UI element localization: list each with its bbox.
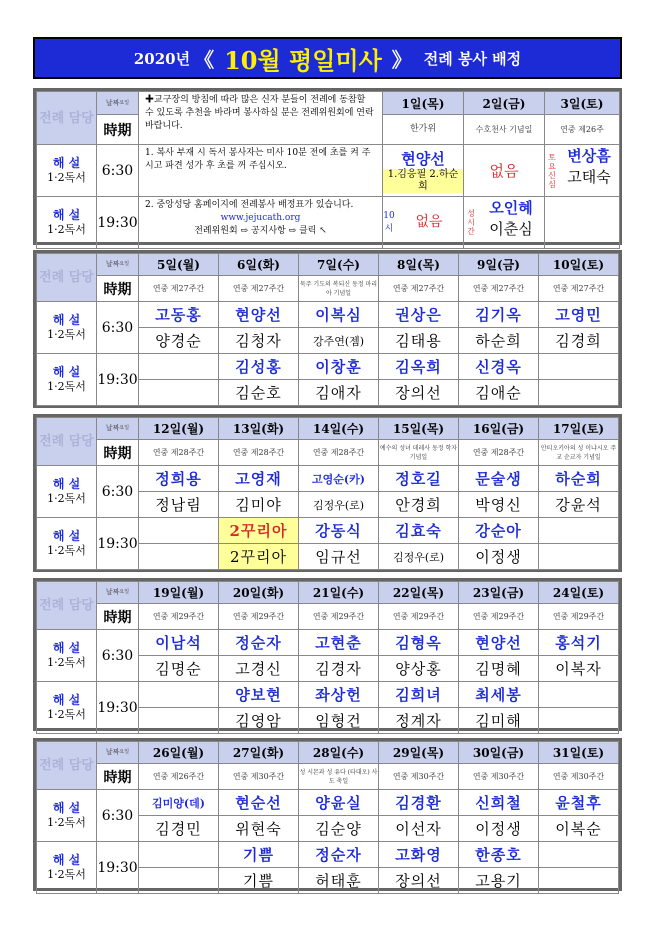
reader-name (139, 708, 219, 734)
reader-name: 안경희 (379, 492, 459, 518)
commentator-name (139, 842, 219, 868)
commentator-name: 김형옥 (379, 630, 459, 656)
day-sub: 안티오키아의 성 이냐시오 주교 순교자 기념일 (539, 440, 619, 466)
week-3-table (33, 414, 622, 572)
day-sub: 연중 제29주간 (139, 604, 219, 630)
day-header: 24일(토) (539, 582, 619, 604)
day-sub: 연중 제29주간 (219, 604, 299, 630)
day-header: 13일(화) (219, 418, 299, 440)
day-header: 10일(토) (539, 254, 619, 276)
commentator-name (539, 354, 619, 380)
day-sub: 연중 제27주간 (539, 276, 619, 302)
reader-name (139, 868, 219, 894)
reader-name: 고경신 (219, 656, 299, 682)
day-header: 16일(금) (459, 418, 539, 440)
day-sub: 연중 제30주간 (539, 764, 619, 790)
time-1930: 19:30 (97, 354, 139, 406)
day-sub: 성 시몬과 성 유다 (타대오) 사도 축일 (299, 764, 379, 790)
commentator-name: 이복심 (299, 302, 379, 328)
reader-name: 김애순 (459, 380, 539, 406)
day-header: 1일(목) (383, 92, 464, 115)
reader-name: 김애자 (299, 380, 379, 406)
commentator-name (539, 518, 619, 544)
commentator-name: 윤철후 (539, 790, 619, 816)
commentator-name: 기쁨 (219, 842, 299, 868)
role-label: 해 설 1·2독서 (37, 630, 97, 682)
title-suffix: 전례 봉사 배정 (423, 49, 522, 68)
day-sub: 연중 제28주간 (219, 440, 299, 466)
day-header: 29일(목) (379, 742, 459, 764)
day-sub: 연중 제30주간 (459, 764, 539, 790)
day-header: 9일(금) (459, 254, 539, 276)
day-header: 3일(토) (545, 92, 620, 115)
day-sub: 예수의 성녀 데레사 동정 학자 기념일 (379, 440, 459, 466)
role-label: 해 설 1·2독서 (37, 197, 97, 249)
time-1930: 19:30 (97, 682, 139, 734)
sunday-label: 날짜$^{요일}$ (97, 92, 139, 115)
reader-name: 김명순 (139, 656, 219, 682)
commentator-name: 2꾸리아 (219, 518, 299, 544)
assignment-cell (383, 145, 464, 197)
title-year: 2020년 (133, 49, 191, 68)
day-header: 5일(월) (139, 254, 219, 276)
time-630: 6:30 (97, 630, 139, 682)
reader-name (539, 544, 619, 570)
assignment-cell: 성 시 간 오인혜 이춘심 (464, 197, 545, 249)
notice-text-2: 1. 복사 부재 시 독서 봉사자는 미사 10분 전에 초를 켜 주시고 파견 성가 후 초를 꺼 주십시오. (139, 145, 383, 197)
lector-name: 오인혜 (489, 199, 533, 217)
reader-name: 이정생 (459, 544, 539, 570)
commentator-name: 강순아 (459, 518, 539, 544)
week-5-table (33, 738, 622, 891)
notice-text-1: ✚교구장의 방침에 따라 많은 신자 분들이 전례에 동참할 수 있도록 추천을 바라며 봉사하실 분은 전례위원회에 연락바랍니다. (139, 92, 383, 145)
reader-name: 고용기 (459, 868, 539, 894)
reader-name: 김미야 (219, 492, 299, 518)
commentator-name (139, 354, 219, 380)
day-sub: 연중 제28주간 (459, 440, 539, 466)
commentator-name: 현양선 (219, 302, 299, 328)
commentator-name: 하순희 (539, 466, 619, 492)
reader-name: 정남림 (139, 492, 219, 518)
jeonrye-label: 전례 담당 (37, 254, 97, 302)
reader-name: 김미해 (459, 708, 539, 734)
role-label: 해 설 1·2독서 (37, 145, 97, 197)
day-sub: 한가위 (383, 115, 464, 145)
day-sub: 연중 제26주 (545, 115, 620, 145)
day-header: 21일(수) (299, 582, 379, 604)
day-sub: 수호천사 기념일 (464, 115, 545, 145)
day-sub: 연중 제30주간 (219, 764, 299, 790)
day-header: 28일(수) (299, 742, 379, 764)
commentator-name: 현순선 (219, 790, 299, 816)
title-month: 10월 평일미사 (224, 45, 382, 75)
commentator-name: 정순자 (299, 842, 379, 868)
jeonrye-label: 전례 담당 (37, 582, 97, 630)
commentator-name: 이남석 (139, 630, 219, 656)
reader-name: 강윤석 (539, 492, 619, 518)
assignment-cell: 없음 (464, 145, 545, 197)
day-header: 14일(수) (299, 418, 379, 440)
title-close: 》 (391, 47, 412, 72)
commentator-name: 정호길 (379, 466, 459, 492)
time-label: 時期 (97, 604, 139, 630)
commentator-name (139, 682, 219, 708)
time-label: 時期 (97, 440, 139, 466)
reader-name (539, 868, 619, 894)
day-sub: 연중 제29주간 (539, 604, 619, 630)
sunday-label: 날짜$^{요일}$ (97, 254, 139, 276)
day-sub: 연중 제27주간 (139, 276, 219, 302)
commentator-name: 문술생 (459, 466, 539, 492)
reader-name: 이정생 (459, 816, 539, 842)
time-1930: 19:30 (97, 518, 139, 570)
day-sub: 묵주 기도의 복되신 동정 마리아 기념일 (299, 276, 379, 302)
week-4-table (33, 578, 622, 731)
time-630: 6:30 (97, 302, 139, 354)
commentator-name (539, 842, 619, 868)
time-630: 6:30 (97, 145, 139, 197)
day-sub: 연중 제29주간 (379, 604, 459, 630)
reader-name: 이복자 (539, 656, 619, 682)
day-header: 22일(목) (379, 582, 459, 604)
reader-name: 하순희 (459, 328, 539, 354)
day-sub: 연중 제26주간 (139, 764, 219, 790)
day-sub: 연중 제30주간 (379, 764, 459, 790)
reader-name: 임규선 (299, 544, 379, 570)
reader-name: 김경자 (299, 656, 379, 682)
reader-name: 이선자 (379, 816, 459, 842)
commentator-name: 강동식 (299, 518, 379, 544)
commentator-name: 김옥희 (379, 354, 459, 380)
reader-name: 김정우(로) (299, 492, 379, 518)
commentator-name: 신희철 (459, 790, 539, 816)
reader-name: 양경순 (139, 328, 219, 354)
role-label: 해 설 1·2독서 (37, 842, 97, 894)
week-1-table (33, 88, 622, 245)
reader-name: 김순호 (219, 380, 299, 406)
commentator-name: 이창훈 (299, 354, 379, 380)
lector-name: 고태숙 (567, 168, 611, 186)
reader-name: 장의선 (379, 380, 459, 406)
day-header: 26일(월) (139, 742, 219, 764)
reader-name: 기쁨 (219, 868, 299, 894)
lector-name: 1.김응필 2.하순희 (383, 169, 463, 193)
day-header: 17일(토) (539, 418, 619, 440)
commentator-name: 고동홍 (139, 302, 219, 328)
day-header: 6일(화) (219, 254, 299, 276)
reader-name: 허태훈 (299, 868, 379, 894)
commentator-name: 김희녀 (379, 682, 459, 708)
reader-name: 김순양 (299, 816, 379, 842)
commentator-name: 정순자 (219, 630, 299, 656)
sunday-label: 날짜$^{요일}$ (97, 742, 139, 764)
reader-name: 김영암 (219, 708, 299, 734)
day-header: 7일(수) (299, 254, 379, 276)
commentator-name: 최세봉 (459, 682, 539, 708)
reader-name: 김경민 (139, 816, 219, 842)
time-label: 時期 (97, 276, 139, 302)
time-630: 6:30 (97, 790, 139, 842)
commentator-name: 정희용 (139, 466, 219, 492)
day-sub: 연중 제27주간 (379, 276, 459, 302)
reader-name: 임형건 (299, 708, 379, 734)
role-label: 해 설 1·2독서 (37, 466, 97, 518)
commentator-name: 고영재 (219, 466, 299, 492)
role-label: 해 설 1·2독서 (37, 790, 97, 842)
commentator-name: 신경옥 (459, 354, 539, 380)
day-header: 12일(월) (139, 418, 219, 440)
sunday-label: 날짜$^{요일}$ (97, 582, 139, 604)
reader-name (539, 708, 619, 734)
commentator-name: 고영순(카) (299, 466, 379, 492)
day-header: 30일(금) (459, 742, 539, 764)
commentator-name: 양보현 (219, 682, 299, 708)
day-sub: 연중 제27주간 (459, 276, 539, 302)
reader-name: 2꾸리아 (219, 544, 299, 570)
commentator-name: 고영민 (539, 302, 619, 328)
commentator-name: 김효숙 (379, 518, 459, 544)
time-630: 6:30 (97, 466, 139, 518)
day-header: 2일(금) (464, 92, 545, 115)
commentator-name: 김미양(데) (139, 790, 219, 816)
commentator-name: 김경환 (379, 790, 459, 816)
reader-name (139, 544, 219, 570)
commentator-name: 한종호 (459, 842, 539, 868)
day-header: 20일(화) (219, 582, 299, 604)
commentator-name: 김기옥 (459, 302, 539, 328)
notice-text-3: 2. 중앙성당 홈페이지에 전례봉사 배정표가 있습니다. www.jejucath.org 전례위원회 ⇨ 공지사항 ⇨ 클릭 ↖ (139, 197, 383, 249)
assignment-cell: 10 시 없음 (383, 197, 464, 249)
day-header: 19일(월) (139, 582, 219, 604)
reader-name: 김청자 (219, 328, 299, 354)
assignment-cell: 토 요 신 심 변상흠 고태숙 (545, 145, 620, 197)
jeonrye-label: 전례 담당 (37, 742, 97, 790)
commentator-name: 좌상헌 (299, 682, 379, 708)
commentator-name: 고현춘 (299, 630, 379, 656)
reader-name (539, 380, 619, 406)
commentator-name (139, 518, 219, 544)
day-header: 15일(목) (379, 418, 459, 440)
homepage-link[interactable]: www.jejucath.org (220, 213, 301, 223)
commentator-name: 김성홍 (219, 354, 299, 380)
reader-name: 정계자 (379, 708, 459, 734)
day-sub: 연중 제29주간 (299, 604, 379, 630)
commentator-name: 현양선 (459, 630, 539, 656)
commentator-name: 권상은 (379, 302, 459, 328)
role-label: 해 설 1·2독서 (37, 302, 97, 354)
commentator-name: 양윤실 (299, 790, 379, 816)
commentator-name: 홍석기 (539, 630, 619, 656)
day-sub: 연중 제29주간 (459, 604, 539, 630)
time-1930: 19:30 (97, 197, 139, 249)
reader-name: 김경희 (539, 328, 619, 354)
time-1930: 19:30 (97, 842, 139, 894)
jeonrye-label: 전례 담당 (37, 418, 97, 466)
jeonrye-label: 전례 담당 (37, 92, 97, 145)
time-label: 時期 (97, 764, 139, 790)
reader-name: 강주연(젬) (299, 328, 379, 354)
role-label: 해 설 1·2독서 (37, 354, 97, 406)
role-label: 해 설 1·2독서 (37, 682, 97, 734)
assignment-cell (545, 197, 620, 249)
lector-name: 변상흠 (567, 147, 611, 165)
role-label: 해 설 1·2독서 (37, 518, 97, 570)
reader-name: 이복순 (539, 816, 619, 842)
reader-name: 장의선 (379, 868, 459, 894)
time-label: 時期 (97, 115, 139, 145)
title-open: 《 (194, 47, 215, 72)
day-sub: 연중 제27주간 (219, 276, 299, 302)
reader-name: 위현숙 (219, 816, 299, 842)
reader-name (139, 380, 219, 406)
reader-name: 양상홍 (379, 656, 459, 682)
lector-name: 이춘심 (489, 220, 533, 238)
sunday-label: 날짜$^{요일}$ (97, 418, 139, 440)
reader-name: 김명혜 (459, 656, 539, 682)
commentator-name (539, 682, 619, 708)
day-header: 23일(금) (459, 582, 539, 604)
reader-name: 박영신 (459, 492, 539, 518)
page-title (33, 37, 622, 79)
day-header: 8일(목) (379, 254, 459, 276)
day-header: 27일(화) (219, 742, 299, 764)
week-2-table (33, 250, 622, 408)
commentator-name: 고화영 (379, 842, 459, 868)
day-sub: 연중 제28주간 (139, 440, 219, 466)
lector-name: 현양선 (401, 150, 445, 168)
reader-name: 김정우(로) (379, 544, 459, 570)
day-sub: 연중 제28주간 (299, 440, 379, 466)
day-header: 31일(토) (539, 742, 619, 764)
reader-name: 김태용 (379, 328, 459, 354)
